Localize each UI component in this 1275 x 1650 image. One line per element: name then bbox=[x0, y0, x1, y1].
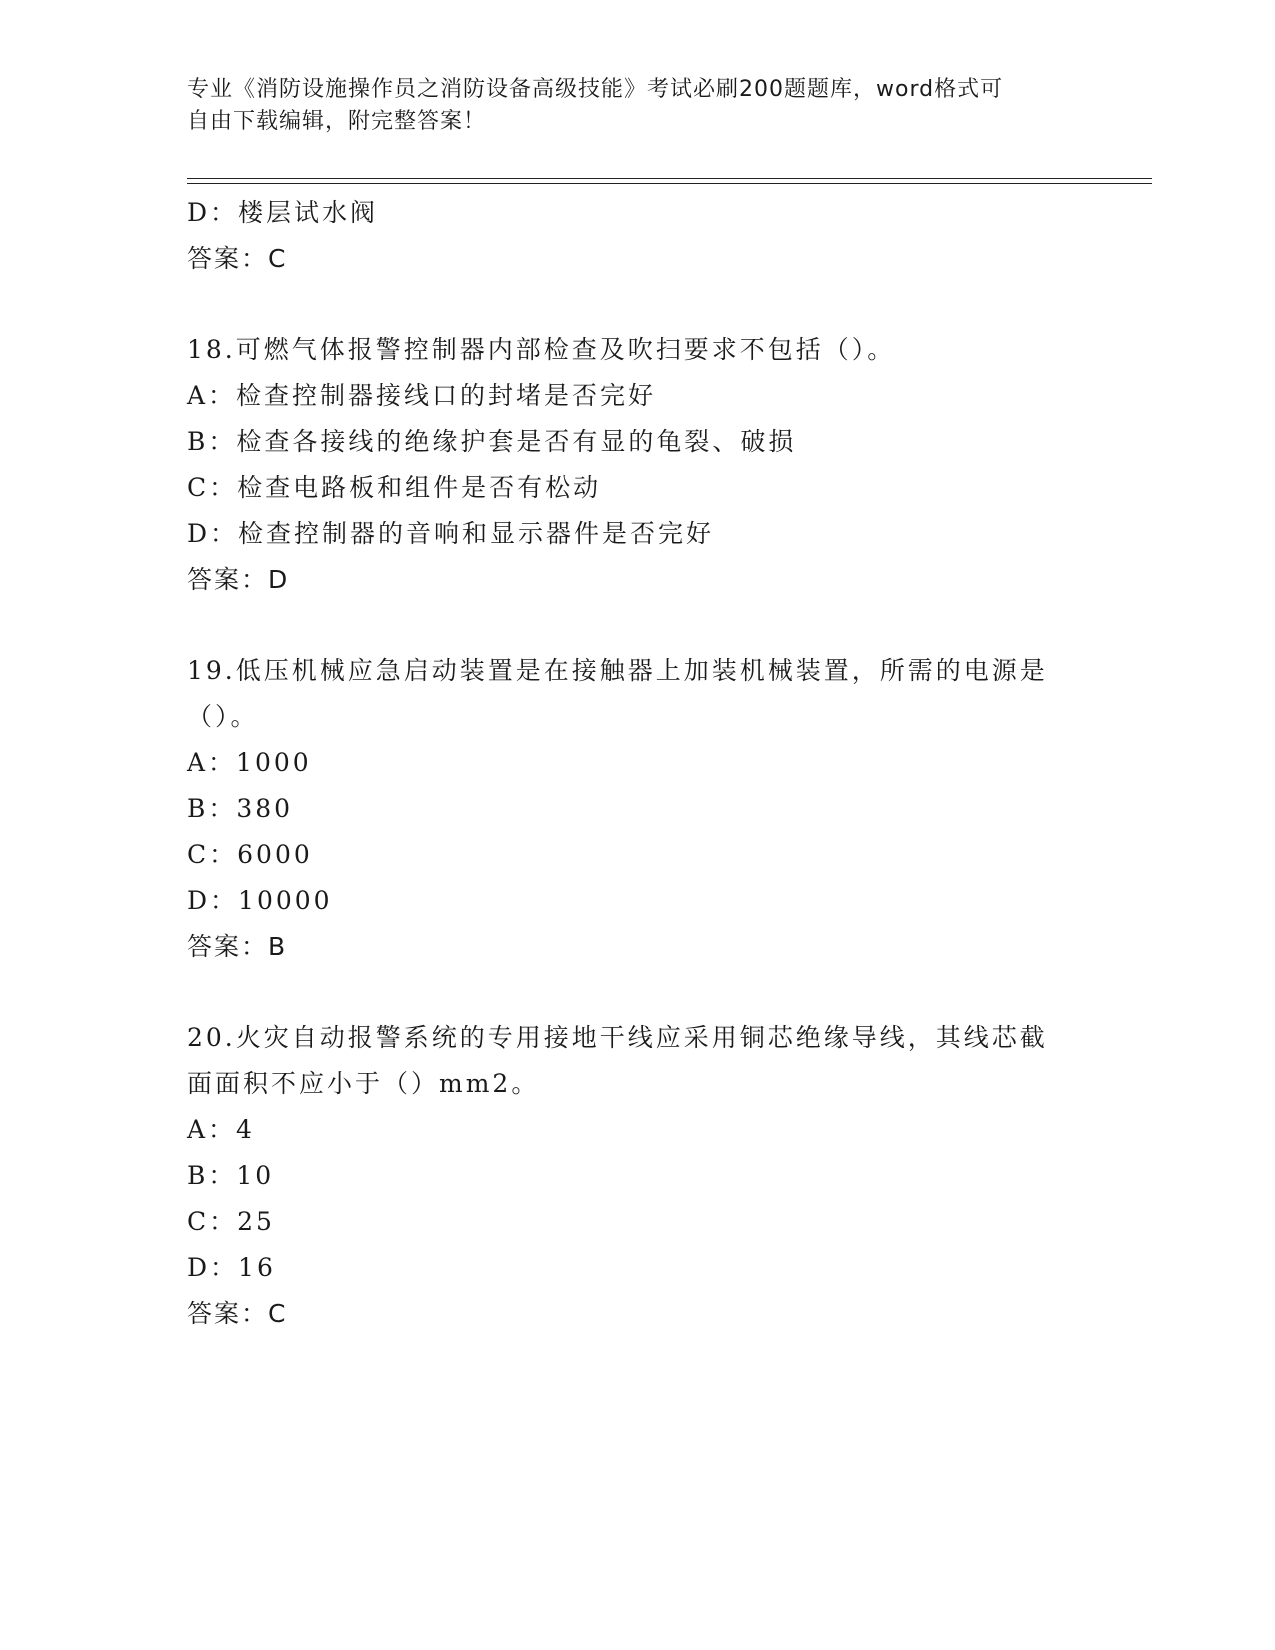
question-stem: 18.可燃气体报警控制器内部检查及吹扫要求不包括（）。 bbox=[187, 335, 896, 364]
header-divider-bottom bbox=[187, 183, 1152, 184]
question-stem-line-2: （）。 bbox=[187, 702, 259, 731]
question-stem-line-2: 面面积不应小于（）mm2。 bbox=[187, 1069, 540, 1098]
option-d: D：楼层试水阀 bbox=[187, 198, 379, 227]
option-d: D：10000 bbox=[187, 886, 333, 915]
option-b: B：10 bbox=[187, 1161, 275, 1190]
option-d: D：16 bbox=[187, 1253, 276, 1282]
question-19 bbox=[187, 648, 1087, 970]
answer-line: 答案：D bbox=[187, 565, 290, 594]
header-line-2: 自由下载编辑，附完整答案！ bbox=[187, 109, 487, 134]
option-b: B：检查各接线的绝缘护套是否有显的龟裂、破损 bbox=[187, 427, 797, 456]
answer-line: 答案：C bbox=[187, 1299, 288, 1328]
option-a: A：4 bbox=[187, 1115, 255, 1144]
prev-question-tail bbox=[187, 190, 1087, 282]
option-d: D：检查控制器的音响和显示器件是否完好 bbox=[187, 519, 715, 548]
question-18 bbox=[187, 327, 1087, 603]
option-a: A：检查控制器接线口的封堵是否完好 bbox=[187, 381, 657, 410]
option-c: C：25 bbox=[187, 1207, 275, 1236]
question-20 bbox=[187, 1015, 1087, 1337]
option-c: C：6000 bbox=[187, 840, 313, 869]
option-c: C：检查电路板和组件是否有松动 bbox=[187, 473, 602, 502]
option-b: B：380 bbox=[187, 794, 294, 823]
question-stem-line-1: 19.低压机械应急启动装置是在接触器上加装机械装置，所需的电源是 bbox=[187, 656, 1048, 685]
header-line-1: 专业《消防设施操作员之消防设备高级技能》考试必刷200题题库，word格式可 bbox=[187, 77, 1004, 102]
header-divider-top bbox=[187, 178, 1152, 179]
document-header bbox=[187, 74, 1067, 138]
answer-line: 答案：C bbox=[187, 244, 288, 273]
option-a: A：1000 bbox=[187, 748, 312, 777]
question-content bbox=[187, 190, 1087, 1337]
answer-line: 答案：B bbox=[187, 932, 288, 961]
question-stem-line-1: 20.火灾自动报警系统的专用接地干线应采用铜芯绝缘导线，其线芯截 bbox=[187, 1023, 1048, 1052]
